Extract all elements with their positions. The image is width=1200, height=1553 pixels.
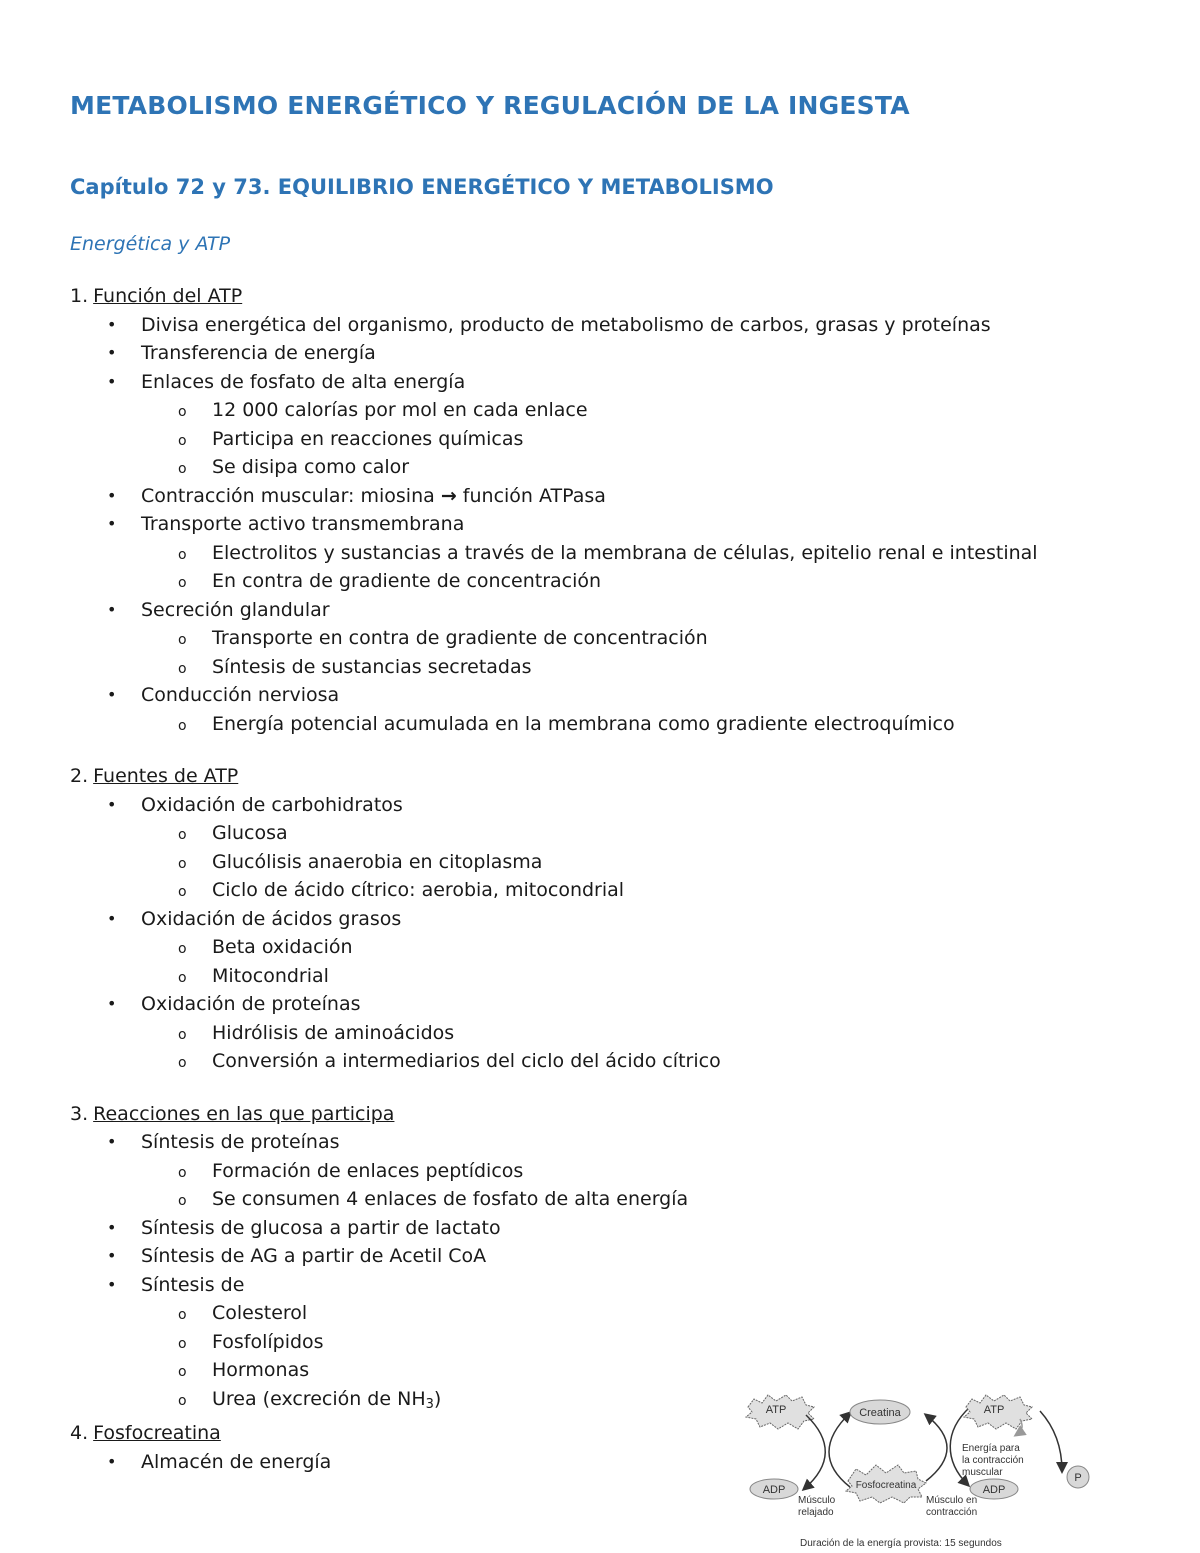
section-number: 2. bbox=[70, 765, 89, 787]
sub-list-item: o Síntesis de sustancias secretadas bbox=[141, 653, 1150, 682]
adp-left-label: ADP bbox=[762, 1484, 786, 1496]
bullet-icon: • bbox=[107, 908, 117, 928]
bullet-icon: • bbox=[107, 371, 117, 391]
sub-list-item: o Ciclo de ácido cítrico: aerobia, mitocondrial bbox=[141, 876, 1150, 905]
svg-text:Músculo en: Músculo en bbox=[926, 1495, 978, 1506]
circle-bullet-icon: o bbox=[178, 404, 187, 420]
list-item: • Almacén de energía bbox=[70, 1448, 1150, 1477]
arrow-p bbox=[1040, 1411, 1062, 1471]
atp-right-label: ATP bbox=[983, 1404, 1005, 1416]
sub-list bbox=[141, 933, 1150, 990]
sub-list-item: o Energía potencial acumulada en la membrana como gradiente electroquímico bbox=[141, 710, 1150, 739]
list-item: • Transporte activo transmembrana o Electrolitos y sustancias a través de la membrana de células, epitelio renal e intestinal o En contra de gradiente de concentración bbox=[70, 510, 1150, 596]
list-item: • Oxidación de proteínas o Hidrólisis de aminoácidos o Conversión a intermediarios del ciclo del ácido cítrico bbox=[70, 990, 1150, 1076]
sub-list bbox=[141, 1157, 1150, 1214]
sub-list-item: o Se consumen 4 enlaces de fosfato de alta energía bbox=[141, 1185, 1150, 1214]
circle-bullet-icon: o bbox=[178, 1392, 187, 1409]
sub-list-item: o Mitocondrial bbox=[141, 962, 1150, 991]
section-number: 4. bbox=[70, 1422, 89, 1444]
sub-list-item: o Urea (excreción de $NH_3$) bbox=[141, 1385, 1150, 1420]
fosfocreatina-label: Fosfocreatina bbox=[855, 1480, 917, 1491]
svg-text:relajado: relajado bbox=[798, 1507, 834, 1518]
circle-bullet-icon: o bbox=[178, 575, 187, 591]
adp-right-label: ADP bbox=[982, 1484, 1006, 1496]
bullet-icon: • bbox=[107, 794, 117, 814]
circle-bullet-icon: o bbox=[178, 632, 187, 648]
musculo-contraccion-label bbox=[926, 1495, 977, 1518]
chapter-heading: Capítulo 72 y 73. EQUILIBRIO ENERGÉTICO Y METABOLISMO bbox=[70, 175, 774, 199]
sub-list-item: o Colesterol bbox=[141, 1299, 1150, 1328]
circle-bullet-icon: o bbox=[178, 827, 187, 843]
musculo-relajado-label bbox=[798, 1495, 836, 1518]
circle-bullet-icon: o bbox=[178, 432, 187, 449]
bullet-icon: • bbox=[107, 599, 117, 619]
sub-list bbox=[141, 819, 1150, 905]
section-heading bbox=[70, 282, 1150, 311]
circle-bullet-icon: o bbox=[178, 546, 187, 563]
section-heading bbox=[70, 762, 1150, 791]
circle-bullet-icon: o bbox=[178, 1026, 187, 1043]
bullet-icon: • bbox=[107, 1451, 117, 1471]
svg-text:la contracción: la contracción bbox=[962, 1455, 1024, 1466]
list-item: • Oxidación de carbohidratos o Glucosa o Glucólisis anaerobia en citoplasma o Ciclo de ácido cítrico: aerobia, mitocondrial bbox=[70, 791, 1150, 905]
list-item: • Contracción muscular: miosina → función ATPasa bbox=[70, 482, 1150, 511]
sub-list bbox=[141, 396, 1150, 482]
arrow-fosfo-creatina bbox=[829, 1413, 850, 1487]
atp-left-node bbox=[746, 1395, 814, 1429]
bullet-list bbox=[70, 791, 1150, 1076]
sub-list-item: o Transporte en contra de gradiente de concentración bbox=[141, 624, 1150, 653]
diagram-svg bbox=[740, 1385, 1100, 1553]
svg-text:Energía para: Energía para bbox=[962, 1443, 1020, 1454]
subheading: Energética y ATP bbox=[70, 233, 231, 255]
circle-bullet-icon: o bbox=[178, 717, 187, 734]
circle-bullet-icon: o bbox=[178, 884, 187, 900]
sub-list-item: o Formación de enlaces peptídicos bbox=[141, 1157, 1150, 1186]
section-funcion-atp bbox=[70, 282, 1150, 738]
sub-list-item: o Beta oxidación bbox=[141, 933, 1150, 962]
list-item: • Síntesis de glucosa a partir de lactato bbox=[70, 1214, 1150, 1243]
list-item: • Secreción glandular o Transporte en contra de gradiente de concentración o Síntesis de sustancias secretadas bbox=[70, 596, 1150, 682]
bullet-icon: • bbox=[107, 343, 117, 362]
list-item: • Síntesis de proteínas o Formación de enlaces peptídicos o Se consumen 4 enlaces de fosfato de alta energía bbox=[70, 1128, 1150, 1214]
sub-list-item: o Fosfolípidos bbox=[141, 1328, 1150, 1357]
sub-list-item: o Glucólisis anaerobia en citoplasma bbox=[141, 848, 1150, 877]
circle-bullet-icon: o bbox=[178, 855, 187, 872]
creatina-label: Creatina bbox=[859, 1407, 901, 1419]
section-title: Fuentes de ATP bbox=[93, 765, 239, 787]
fosfocreatina-diagram bbox=[740, 1385, 1100, 1553]
bullet-list bbox=[70, 311, 1150, 739]
section-reacciones bbox=[70, 1100, 1150, 1420]
sub-list-item: o Electrolitos y sustancias a través de la membrana de células, epitelio renal e intestinal bbox=[141, 539, 1150, 568]
list-item: • Transferencia de energía bbox=[70, 339, 1150, 368]
bullet-icon: • bbox=[107, 514, 117, 533]
bullet-icon: • bbox=[107, 1246, 117, 1265]
arrow-atp-adp bbox=[804, 1415, 825, 1489]
document-title: METABOLISMO ENERGÉTICO Y REGULACIÓN DE LA INGESTA bbox=[70, 91, 910, 120]
section-title: Función del ATP bbox=[93, 285, 243, 307]
list-item: • Síntesis de o Colesterol o Fosfolípidos o Hormonas o Urea (excreción de $NH_3$) bbox=[70, 1271, 1150, 1420]
sub-list bbox=[141, 539, 1150, 596]
arrow-right-icon: → bbox=[440, 484, 457, 507]
section-number: 1. bbox=[70, 285, 89, 307]
sub-list bbox=[141, 624, 1150, 681]
section-heading bbox=[70, 1100, 1150, 1129]
bullet-icon: • bbox=[107, 314, 117, 334]
sub-list-item: o Hormonas bbox=[141, 1356, 1150, 1385]
circle-bullet-icon: o bbox=[178, 1335, 187, 1352]
figure-caption: Duración de la energía provista: 15 segundos bbox=[800, 1538, 1002, 1549]
bullet-list bbox=[70, 1128, 1150, 1419]
section-title: Reacciones en las que participa bbox=[93, 1102, 395, 1125]
section-title: Fosfocreatina bbox=[93, 1422, 221, 1444]
svg-text:contracción: contracción bbox=[926, 1507, 978, 1518]
bullet-icon: • bbox=[107, 1217, 117, 1237]
sub-list-item: o 12 000 calorías por mol en cada enlace bbox=[141, 396, 1150, 425]
sub-list-item: o Hidrólisis de aminoácidos bbox=[141, 1019, 1150, 1048]
sub-list-item: o Glucosa bbox=[141, 819, 1150, 848]
svg-text:Músculo: Músculo bbox=[798, 1495, 836, 1506]
section-number: 3. bbox=[70, 1102, 89, 1125]
circle-bullet-icon: o bbox=[178, 1164, 187, 1181]
sub-list bbox=[141, 710, 1150, 739]
bullet-icon: • bbox=[107, 1274, 117, 1294]
circle-bullet-icon: o bbox=[178, 1364, 187, 1380]
svg-text:muscular: muscular bbox=[962, 1467, 1003, 1478]
energia-contraccion-label bbox=[962, 1443, 1024, 1478]
sub-list bbox=[141, 1019, 1150, 1076]
bullet-icon: • bbox=[107, 485, 117, 505]
list-item: • Síntesis de AG a partir de Acetil CoA bbox=[70, 1242, 1150, 1271]
circle-bullet-icon: o bbox=[178, 461, 187, 477]
circle-bullet-icon: o bbox=[178, 941, 187, 957]
circle-bullet-icon: o bbox=[178, 1193, 187, 1209]
sub-list-item: o Participa en reacciones químicas bbox=[141, 425, 1150, 454]
circle-bullet-icon: o bbox=[178, 1307, 187, 1323]
sub-list-item: o Se disipa como calor bbox=[141, 453, 1150, 482]
document-page bbox=[70, 88, 1150, 1476]
circle-bullet-icon: o bbox=[178, 660, 187, 677]
list-item: • Conducción nerviosa o Energía potencial acumulada en la membrana como gradiente electroquímico bbox=[70, 681, 1150, 738]
bullet-icon: • bbox=[107, 994, 117, 1013]
list-item: • Divisa energética del organismo, producto de metabolismo de carbos, grasas y proteínas bbox=[70, 311, 1150, 340]
p-label: P bbox=[1074, 1472, 1082, 1484]
creatina-node bbox=[850, 1400, 910, 1424]
atp-left-label: ATP bbox=[765, 1404, 787, 1416]
fosfocreatina-node bbox=[846, 1465, 926, 1503]
list-item: • Oxidación de ácidos grasos o Beta oxidación o Mitocondrial bbox=[70, 905, 1150, 991]
bullet-icon: • bbox=[107, 1132, 117, 1151]
arrow-creatina-fosfo bbox=[926, 1415, 947, 1481]
list-item: • Enlaces de fosfato de alta energía o 12 000 calorías por mol en cada enlace o Participa en reacciones químicas o Se disipa como calor bbox=[70, 368, 1150, 482]
circle-bullet-icon: o bbox=[178, 1055, 187, 1071]
circle-bullet-icon: o bbox=[178, 969, 187, 986]
adp-right-node bbox=[970, 1479, 1018, 1499]
sub-list-item: o En contra de gradiente de concentración bbox=[141, 567, 1150, 596]
sub-list-item: o Conversión a intermediarios del ciclo del ácido cítrico bbox=[141, 1047, 1150, 1076]
section-fuentes-atp bbox=[70, 762, 1150, 1076]
bullet-icon: • bbox=[107, 685, 117, 704]
p-node bbox=[1067, 1466, 1089, 1488]
adp-left-node bbox=[750, 1479, 798, 1499]
